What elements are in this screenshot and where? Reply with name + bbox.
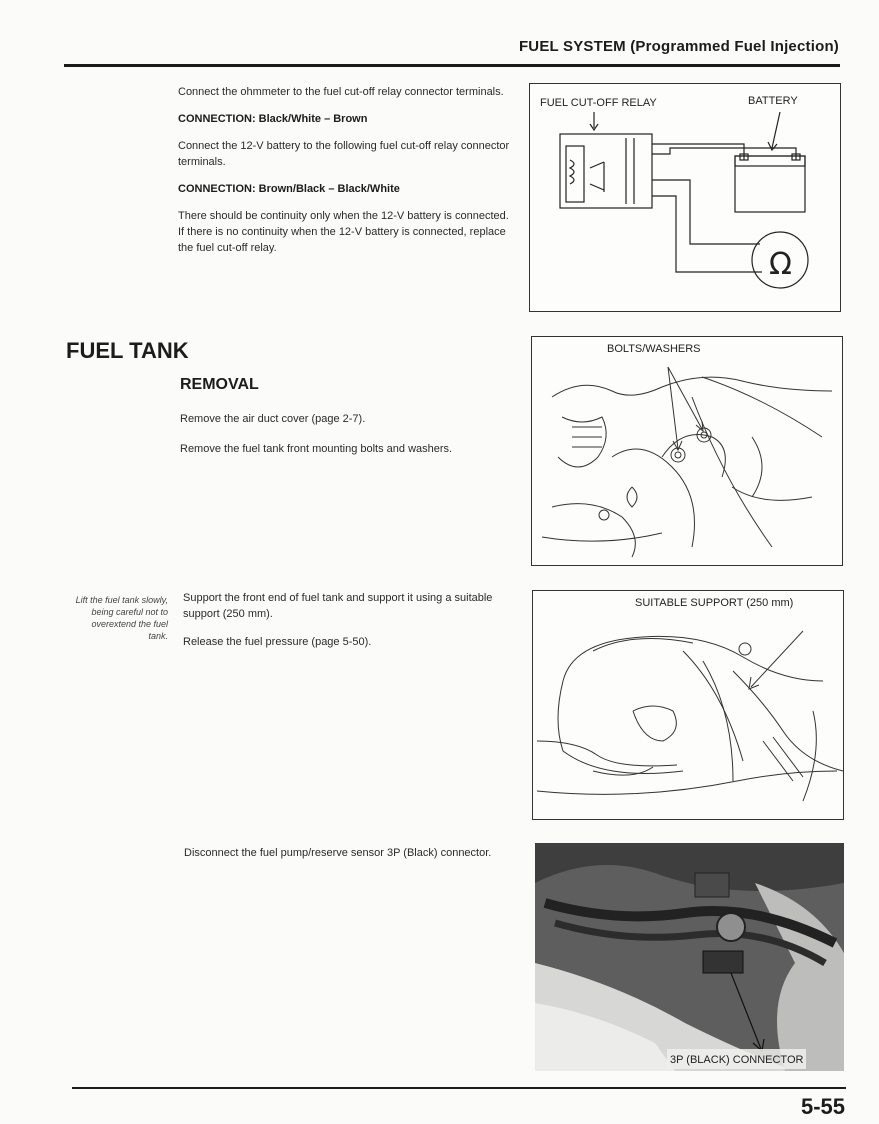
- removal-text: [180, 411, 513, 468]
- relay-test-diagram: [529, 83, 841, 312]
- removal-para-2: Remove the fuel tank front mounting bolts and washers.: [180, 443, 453, 455]
- removal-subtitle: REMOVAL: [180, 376, 259, 393]
- footer-rule: [72, 1087, 846, 1089]
- bolts-washers-figure: [531, 336, 843, 566]
- side-note: Lift the fuel tank slowly, being careful not to overextend the fuel tank.: [75, 595, 168, 641]
- suitable-support-figure: [532, 590, 844, 820]
- disconnect-para: Disconnect the fuel pump/reserve sensor 3P (Black) connector.: [184, 847, 492, 859]
- support-drawing: [533, 591, 843, 819]
- relay-connection-1: CONNECTION: Black/White – Brown: [178, 113, 368, 125]
- connector-label: 3P (BLACK) CONNECTOR: [670, 1054, 804, 1066]
- support-para-2: Release the fuel pressure (page 5-50).: [183, 636, 372, 648]
- page-number: 5-55: [800, 1094, 845, 1119]
- relay-circuit-drawing: [530, 84, 840, 311]
- support-label: SUITABLE SUPPORT (250 mm): [635, 597, 794, 609]
- removal-para-1: Remove the air duct cover (page 2-7).: [180, 413, 366, 425]
- disconnect-text: [184, 845, 516, 872]
- ohm-symbol: Ω: [769, 247, 792, 282]
- relay-connection-2: CONNECTION: Brown/Black – Black/White: [178, 183, 400, 195]
- bolts-drawing: [532, 337, 842, 565]
- connector-photo-drawing: [535, 843, 844, 1071]
- header-rule: [64, 64, 840, 67]
- header-title: FUEL SYSTEM (Programmed Fuel Injection): [518, 38, 839, 55]
- relay-para-2: Connect the 12-V battery to the following fuel cut-off relay connector terminals.: [178, 140, 510, 168]
- relay-label: FUEL CUT-OFF RELAY: [540, 97, 657, 109]
- connector-photo: [535, 843, 844, 1071]
- support-text: [183, 590, 515, 661]
- relay-test-text: [178, 84, 512, 267]
- relay-para-1: Connect the ohmmeter to the fuel cut-off relay connector terminals.: [178, 86, 504, 98]
- relay-para-3a: There should be continuity only when the 12-V battery is connected.: [178, 210, 509, 222]
- battery-label: BATTERY: [748, 95, 798, 107]
- section-title: FUEL TANK: [66, 338, 189, 363]
- relay-para-3b: If there is no continuity when the 12-V battery is connected, replace the fuel cut-off relay.: [178, 226, 506, 254]
- support-para-1: Support the front end of fuel tank and support it using a suitable support (250 mm).: [183, 592, 493, 620]
- bolts-label: BOLTS/WASHERS: [607, 343, 701, 355]
